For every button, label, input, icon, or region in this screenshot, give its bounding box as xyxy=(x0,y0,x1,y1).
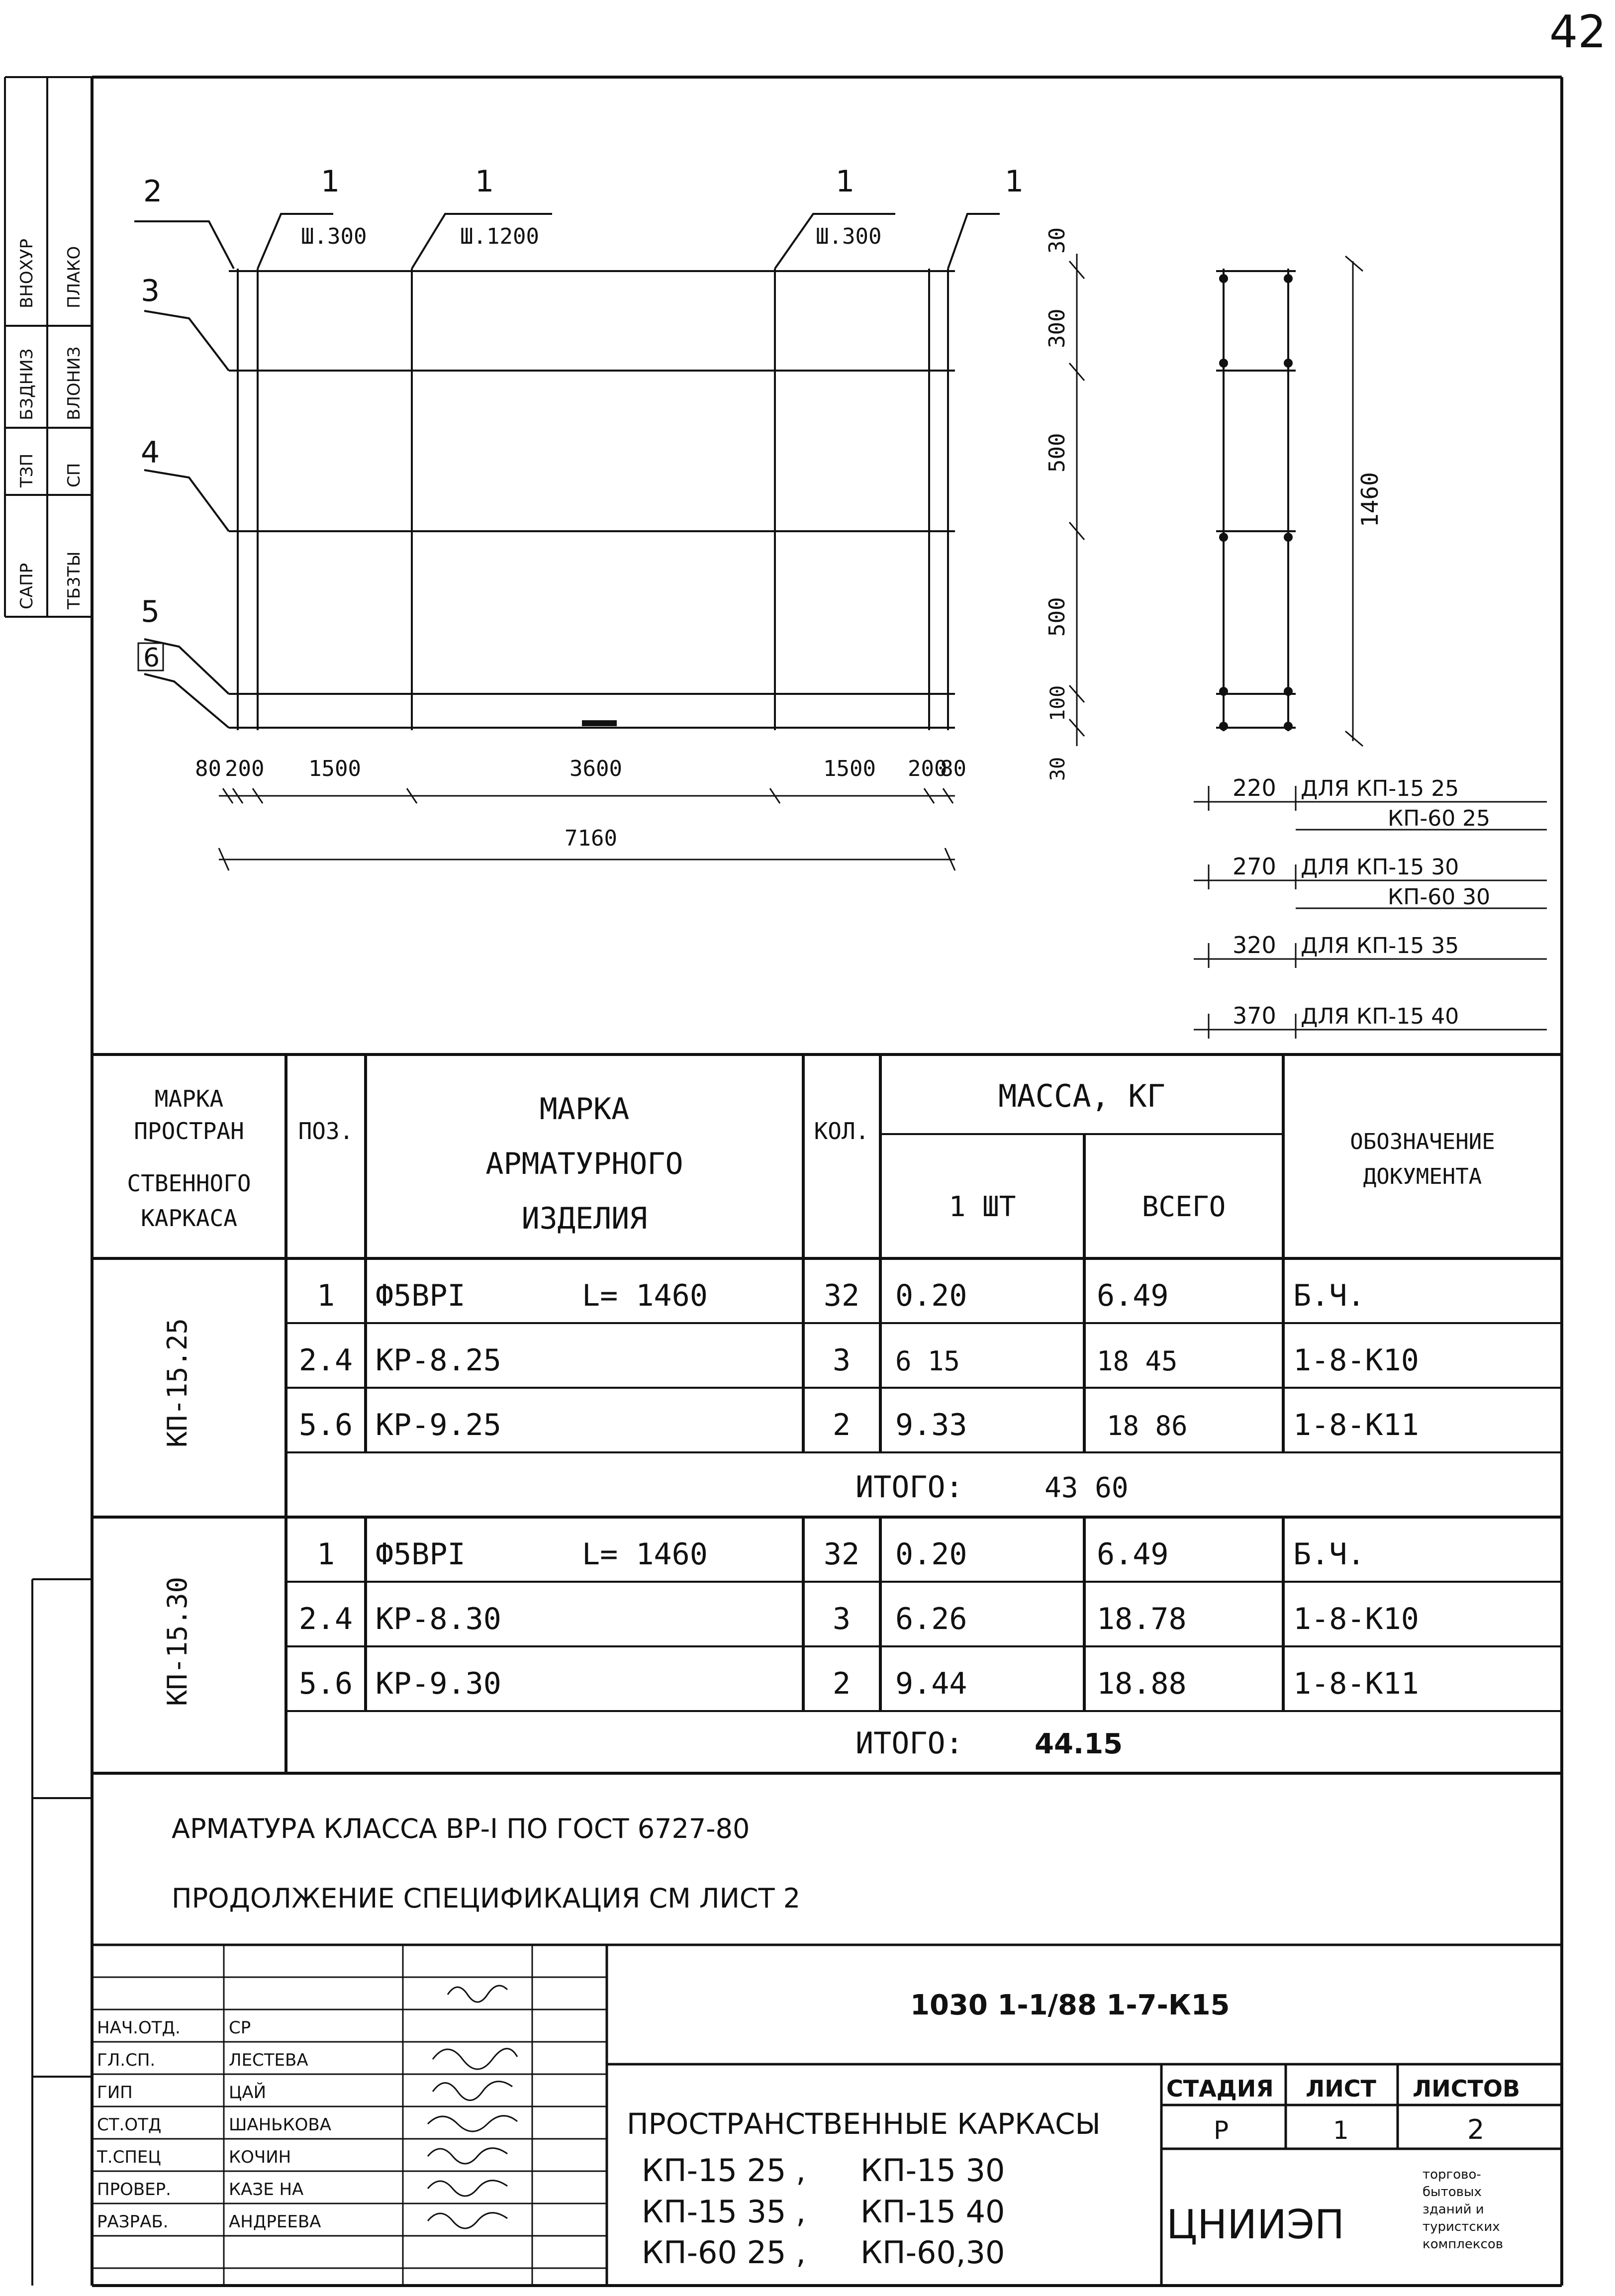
header-mark-item: МАРКА xyxy=(539,1092,630,1127)
stamp-label: СП xyxy=(64,463,84,487)
note-line: ПРОДОЛЖЕНИЕ СПЕЦИФИКАЦИЯ СМ ЛИСТ 2 xyxy=(172,1883,801,1914)
role-label: ПРОВЕР. xyxy=(97,2180,171,2200)
total-value: 43 60 xyxy=(1045,1472,1129,1504)
header-mark-frame: ПРОСТРАН xyxy=(134,1118,244,1145)
dim-label: 30 xyxy=(1045,227,1070,254)
sheet-value: 1 xyxy=(1333,2116,1349,2145)
role-label: РАЗРАБ. xyxy=(97,2212,169,2232)
header-doc: ДОКУМЕНТА xyxy=(1363,1164,1482,1189)
cell-qty: 32 xyxy=(823,1537,860,1572)
cell-pos: 2.4 xyxy=(298,1343,353,1378)
org-note: бытовых xyxy=(1423,2185,1482,2200)
dim-label: 1500 xyxy=(823,756,876,781)
stamp-label: БЗДНИЗ xyxy=(17,348,37,420)
cell-qty: 3 xyxy=(832,1602,851,1636)
frame-item: КП-15 35 , xyxy=(642,2194,806,2230)
frame-item: КП-60 25 , xyxy=(642,2234,806,2271)
dim-label: 3600 xyxy=(570,756,622,781)
total-value: 44.15 xyxy=(1035,1728,1123,1760)
name-label: КОЧИН xyxy=(229,2147,291,2167)
dim-total: 7160 xyxy=(565,826,617,851)
role-label: СТ.ОТД xyxy=(97,2115,162,2135)
cell-item: Ф5ВРI xyxy=(376,1278,466,1313)
header-mark-frame: КАРКАСА xyxy=(141,1205,237,1232)
title-block xyxy=(92,1945,1562,2286)
width-note: КП-60 30 xyxy=(1388,884,1491,910)
name-label: АНДРЕЕВА xyxy=(229,2212,321,2232)
mark-number: 1 xyxy=(321,164,340,199)
cell-mass-total: 18.88 xyxy=(1097,1666,1187,1701)
frame-mark: КП-15.25 xyxy=(162,1318,193,1448)
dim-label: 500 xyxy=(1045,433,1070,473)
cell-doc: 1-8-К11 xyxy=(1293,1408,1419,1442)
dim-label: 1500 xyxy=(308,756,361,781)
pos-label: 6 xyxy=(143,643,160,673)
page-number: 42 xyxy=(1549,6,1607,58)
cell-doc: 1-8-К10 xyxy=(1293,1602,1419,1636)
cell-mass-one: 9.44 xyxy=(895,1666,967,1701)
cell-mass-total: 6.49 xyxy=(1097,1537,1169,1572)
pos-label: 5 xyxy=(141,594,160,629)
mark-spacing: Ш.300 xyxy=(816,224,882,249)
cell-mass-one: 0.20 xyxy=(895,1537,967,1572)
header-pos: ПОЗ. xyxy=(298,1118,354,1145)
pos-label: 2 xyxy=(143,174,163,209)
table-row xyxy=(299,1343,1419,1378)
header-doc: ОБОЗНАЧЕНИЕ xyxy=(1350,1129,1495,1154)
frame-item: КП-15 25 , xyxy=(642,2152,806,2189)
mark-spacing: Ш.1200 xyxy=(460,224,539,249)
width-value: 370 xyxy=(1233,1002,1276,1029)
stamp-label: ТБ3ТЫ xyxy=(64,551,84,609)
dim-label: 30 xyxy=(1046,757,1069,781)
header-mass-total: ВСЕГО xyxy=(1141,1191,1226,1223)
cell-pos: 1 xyxy=(316,1278,335,1313)
header-mark-item: АРМАТУРНОГО xyxy=(485,1147,683,1181)
cell-mass-one: 0.20 xyxy=(895,1278,967,1313)
width-value: 320 xyxy=(1233,932,1276,958)
role-label: Т.СПЕЦ xyxy=(97,2147,161,2167)
stamp-label: ПЛАКО xyxy=(64,246,84,308)
cell-qty: 2 xyxy=(832,1408,851,1442)
frame-section xyxy=(1194,256,1547,1039)
cell-length: L= 1460 xyxy=(582,1278,708,1313)
header-mass-one: 1 ШТ xyxy=(949,1191,1016,1223)
cell-mass-one: 6.26 xyxy=(895,1602,967,1636)
cell-pos: 5.6 xyxy=(298,1666,353,1701)
stamp-label: САПР xyxy=(17,563,37,609)
cell-pos: 2.4 xyxy=(298,1602,353,1636)
cell-qty: 3 xyxy=(832,1343,851,1378)
cell-mass-total: 18 86 xyxy=(1107,1410,1188,1441)
width-note: ДЛЯ КП-15 25 xyxy=(1301,776,1459,801)
header-mark-item: ИЗДЕЛИЯ xyxy=(521,1201,648,1236)
header-mass: МАССА, КГ xyxy=(998,1078,1165,1114)
cell-doc: 1-8-К10 xyxy=(1293,1343,1419,1378)
role-label: НАЧ.ОТД. xyxy=(97,2018,181,2038)
cell-item: КР-8.25 xyxy=(376,1343,501,1378)
sheets-value: 2 xyxy=(1467,2114,1485,2145)
table-row xyxy=(317,1278,1365,1313)
name-label: ЦАЙ xyxy=(229,2083,267,2103)
table-row xyxy=(317,1537,1365,1572)
table-row xyxy=(299,1666,1419,1701)
cell-item: Ф5ВРI xyxy=(376,1537,466,1572)
sheets-label: ЛИСТОВ xyxy=(1413,2075,1520,2102)
cell-pos: 5.6 xyxy=(298,1408,353,1442)
stamp-label: ТЗП xyxy=(17,453,37,487)
stage-label: СТАДИЯ xyxy=(1166,2075,1274,2102)
pos-label: 3 xyxy=(141,274,160,308)
name-label: КАЗЕ НА xyxy=(229,2180,304,2200)
org-note: торгово- xyxy=(1423,2167,1481,2182)
sheet-label: ЛИСТ xyxy=(1306,2075,1376,2102)
dim-label: 500 xyxy=(1045,597,1070,637)
cell-qty: 32 xyxy=(823,1278,860,1313)
name-label: ЛЕСТЕВА xyxy=(229,2050,308,2070)
width-note: ДЛЯ КП-15 40 xyxy=(1301,1004,1459,1029)
stamp-label: ВНОХУР xyxy=(17,238,37,308)
note-line: АРМАТУРА КЛАССА ВР-I ПО ГОСТ 6727-80 xyxy=(172,1813,750,1844)
mark-number: 1 xyxy=(836,164,855,199)
pos-label: 4 xyxy=(141,435,160,470)
total-label: ИТОГО: xyxy=(855,1726,963,1761)
frame-mark: КП-15.30 xyxy=(162,1576,193,1707)
table-row xyxy=(299,1602,1419,1636)
cell-item: КР-9.30 xyxy=(376,1666,501,1701)
frame-elevation xyxy=(134,164,1084,870)
cell-mass-one: 6 15 xyxy=(895,1345,960,1377)
width-value: 270 xyxy=(1233,853,1276,880)
org-note: комплексов xyxy=(1423,2237,1504,2252)
total-label: ИТОГО: xyxy=(855,1470,963,1505)
cell-doc: Б.Ч. xyxy=(1293,1537,1365,1572)
dim-label: 100 xyxy=(1046,685,1069,721)
dim-label: 80 xyxy=(195,756,221,781)
table-row xyxy=(299,1408,1419,1442)
role-label: ГИП xyxy=(97,2083,133,2103)
section-height: 1460 xyxy=(1356,472,1383,527)
mark-number: 1 xyxy=(475,164,494,199)
stage-value: Р xyxy=(1214,2116,1229,2145)
frame-item: КП-15 40 xyxy=(860,2194,1005,2230)
header-qty: КОЛ. xyxy=(814,1118,869,1145)
cell-item: КР-8.30 xyxy=(376,1602,501,1636)
cell-length: L= 1460 xyxy=(582,1537,708,1572)
mark-spacing: Ш.300 xyxy=(301,224,367,249)
document-title: ПРОСТРАНСТВЕННЫЕ КАРКАСЫ xyxy=(627,2107,1101,2141)
width-note: ДЛЯ КП-15 30 xyxy=(1301,855,1459,880)
document-code: 1030 1-1/88 1-7-К15 xyxy=(910,1989,1230,2021)
cell-item: КР-9.25 xyxy=(376,1408,501,1442)
width-note: КП-60 25 xyxy=(1388,806,1491,831)
header-mark-frame: СТВЕННОГО xyxy=(127,1170,251,1197)
cell-doc: 1-8-К11 xyxy=(1293,1666,1419,1701)
cell-mass-total: 6.49 xyxy=(1097,1278,1169,1313)
role-label: ГЛ.СП. xyxy=(97,2050,156,2070)
mark-number: 1 xyxy=(1005,164,1024,199)
specification-table xyxy=(92,1054,1562,1773)
width-note: ДЛЯ КП-15 35 xyxy=(1301,933,1459,958)
dim-label: 80 xyxy=(940,756,966,781)
cell-qty: 2 xyxy=(832,1666,851,1701)
cell-mass-total: 18.78 xyxy=(1097,1602,1187,1636)
dim-label: 200 xyxy=(908,756,948,781)
width-value: 220 xyxy=(1233,774,1276,801)
organization: ЦНИИЭП xyxy=(1166,2201,1344,2248)
name-label: СР xyxy=(229,2018,251,2038)
side-stamp xyxy=(17,239,84,610)
org-note: зданий и xyxy=(1423,2202,1484,2217)
header-mark-frame: МАРКА xyxy=(154,1085,224,1112)
stamp-label: ВЛОНИЗ xyxy=(64,346,84,420)
dim-label: 300 xyxy=(1045,308,1070,348)
cell-mass-one: 9.33 xyxy=(895,1408,967,1442)
frame-item: КП-60,30 xyxy=(860,2234,1005,2271)
org-note: туристских xyxy=(1423,2219,1500,2234)
cell-doc: Б.Ч. xyxy=(1293,1278,1365,1313)
lifting-mark xyxy=(582,720,617,726)
frame-item: КП-15 30 xyxy=(860,2152,1005,2189)
name-label: ШАНЬКОВА xyxy=(229,2115,331,2135)
cell-pos: 1 xyxy=(316,1537,335,1572)
cell-mass-total: 18 45 xyxy=(1097,1345,1178,1377)
dim-label: 200 xyxy=(225,756,265,781)
